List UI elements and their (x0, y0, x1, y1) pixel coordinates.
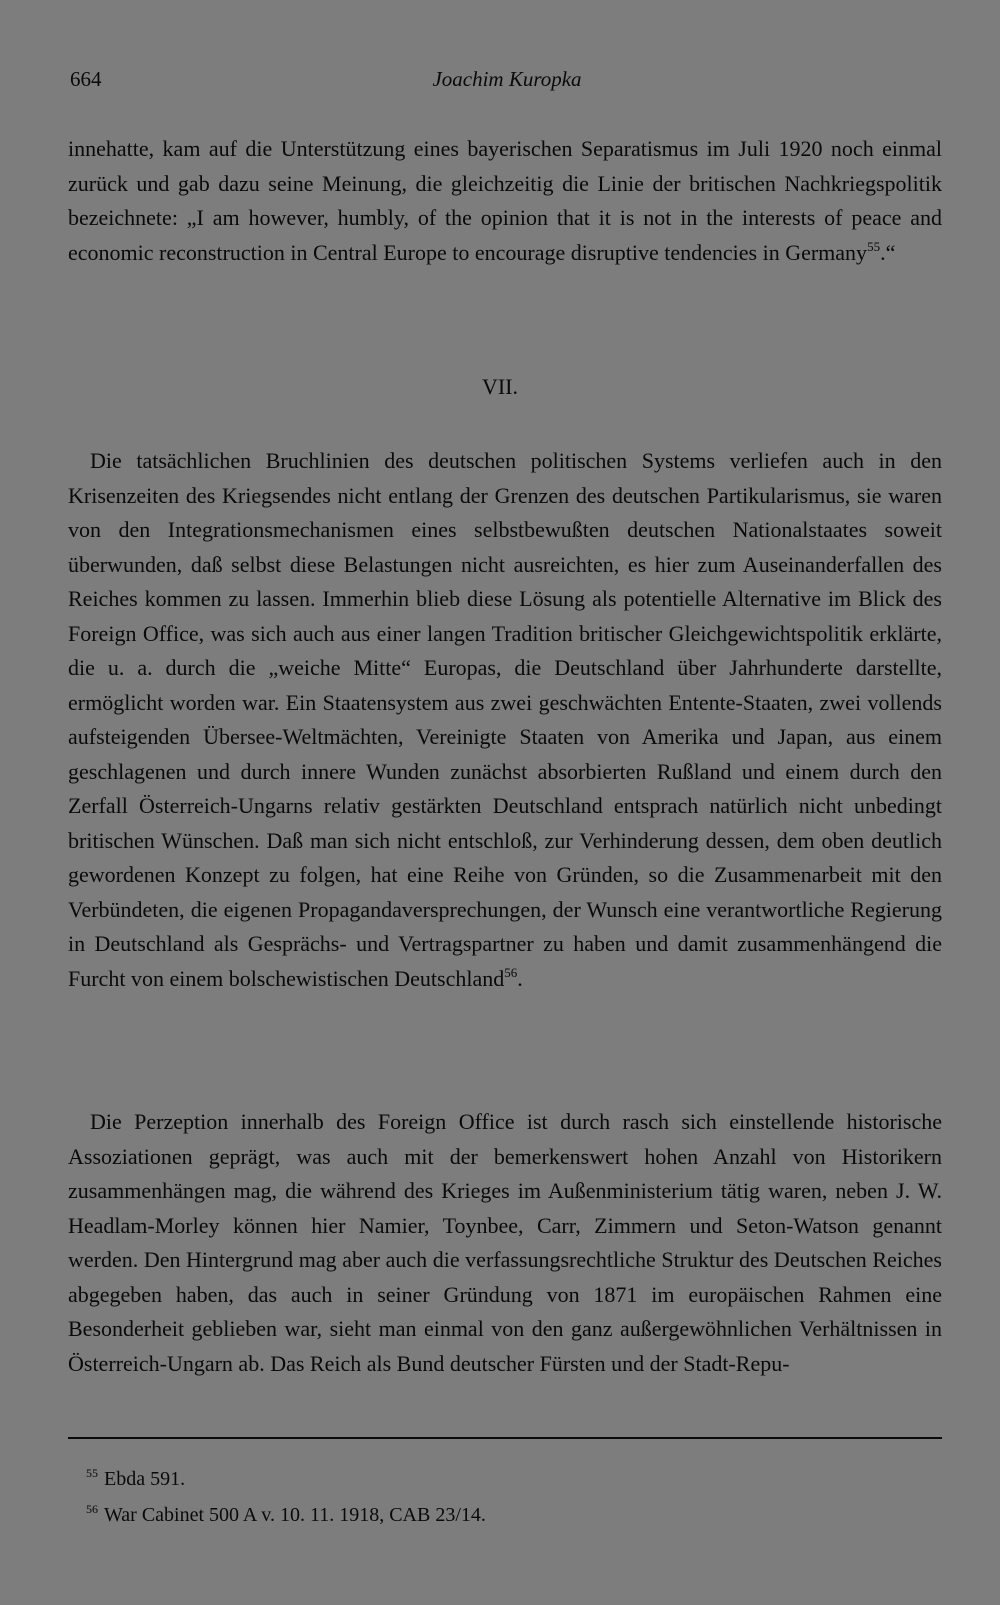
paragraph-2 (68, 444, 942, 996)
footnote-ref-56: 56 (504, 964, 518, 980)
footnote-divider (68, 1437, 942, 1439)
footnote-number: 55 (86, 1466, 98, 1480)
paragraph-3-text: Die Perzeption innerhalb des Foreign Office ist durch rasch sich einstellende historische Assoziationen geprägt, was auch mit der bemerkenswert hohen Anzahl von Historikern zusammenhängen mag, die während des Krieges im Außenministerium tätig waren, neben J. W. Headlam-Morley können hier Namier, Toynbee, Carr, Zimmern und Seton-Watson genannt werden. Den Hintergrund mag aber auch die verfassungsrechtliche Struktur des Deutschen Reiches abgegeben haben, das auch in seiner Gründung von 1871 im europäischen Rahmen eine Besonderheit geblieben war, sieht man einmal von den ganz außergewöhnlichen Verhältnissen in Österreich-Ungarn ab. Das Reich als Bund deutscher Fürsten und der Stadt-Repu- (68, 1109, 942, 1376)
running-head: Joachim Kuropka (432, 67, 582, 91)
paragraph-1 (68, 132, 942, 270)
paragraph-1-text: innehatte, kam auf die Unterstützung eines bayerischen Separatismus im Juli 1920 noch einmal zurück und gab dazu seine Meinung, die gleichzeitig die Linie der britischen Nachkriegspolitik bezeichnete: „I am however, humbly, of the opinion that it is not in the interests of peace and economic reconstruction in Central Europe to encourage disruptive tendencies in Germany (68, 136, 942, 265)
section-heading: VII. (481, 374, 519, 399)
footnote-55 (86, 1458, 886, 1494)
paragraph-3 (68, 1105, 942, 1381)
footnote-56 (86, 1494, 886, 1530)
paragraph-2-closing: . (517, 965, 523, 991)
footnote-number: 56 (86, 1502, 98, 1516)
page-number: 664 (70, 67, 102, 91)
footnote-text: War Cabinet 500 A v. 10. 11. 1918, CAB 23/14. (104, 1504, 486, 1526)
paragraph-2-text: Die tatsächlichen Bruchlinien des deutschen politischen Systems verliefen auch in den Krisenzeiten des Kriegsendes nicht entlang der Grenzen des deutschen Partikularismus, sie waren von den Integrationsmechanismen eines selbstbewußten deutschen Nationalstaates soweit überwunden, daß selbst diese Belastungen nicht ausreichten, es hier zum Auseinanderfallen des Reiches kommen zu lassen. Immerhin blieb diese Lösung als potentielle Alternative im Blick des Foreign Office, was sich auch aus einer langen Tradition britischer Gleichgewichtspolitik erklärte, die u. a. durch die „weiche Mitte“ Europas, die Deutschland über Jahrhunderte darstellte, ermöglicht worden war. Ein Staatensystem aus zwei geschwächten Entente-Staaten, zwei vollends aufsteigenden Übersee-Weltmächten, Vereinigte Staaten von Amerika und Japan, aus einem geschlagenen und durch innere Wunden zunächst absorbierten Rußland und einem durch den Zerfall Österreich-Ungarns relativ gestärkten Deutschland entsprach natürlich nicht unbedingt britischen Wünschen. Daß man sich nicht entschloß, zur Verhinderung dessen, dem oben deutlich gewordenen Konzept zu folgen, hat eine Reihe von Gründen, so die Zusammenarbeit mit den Verbündeten, die eigenen Propagandaversprechungen, der Wunsch eine verantwortliche Regierung in Deutschland als Gesprächs- und Vertragspartner zu haben und damit zusammenhängend die Furcht von einem bolschewistischen Deutschland (68, 448, 942, 991)
footnote-ref-55: 55 (867, 238, 881, 254)
page-header (70, 67, 944, 97)
footnotes (86, 1458, 886, 1530)
footnote-text: Ebda 591. (104, 1468, 186, 1490)
paragraph-1-closing: .“ (880, 239, 896, 265)
